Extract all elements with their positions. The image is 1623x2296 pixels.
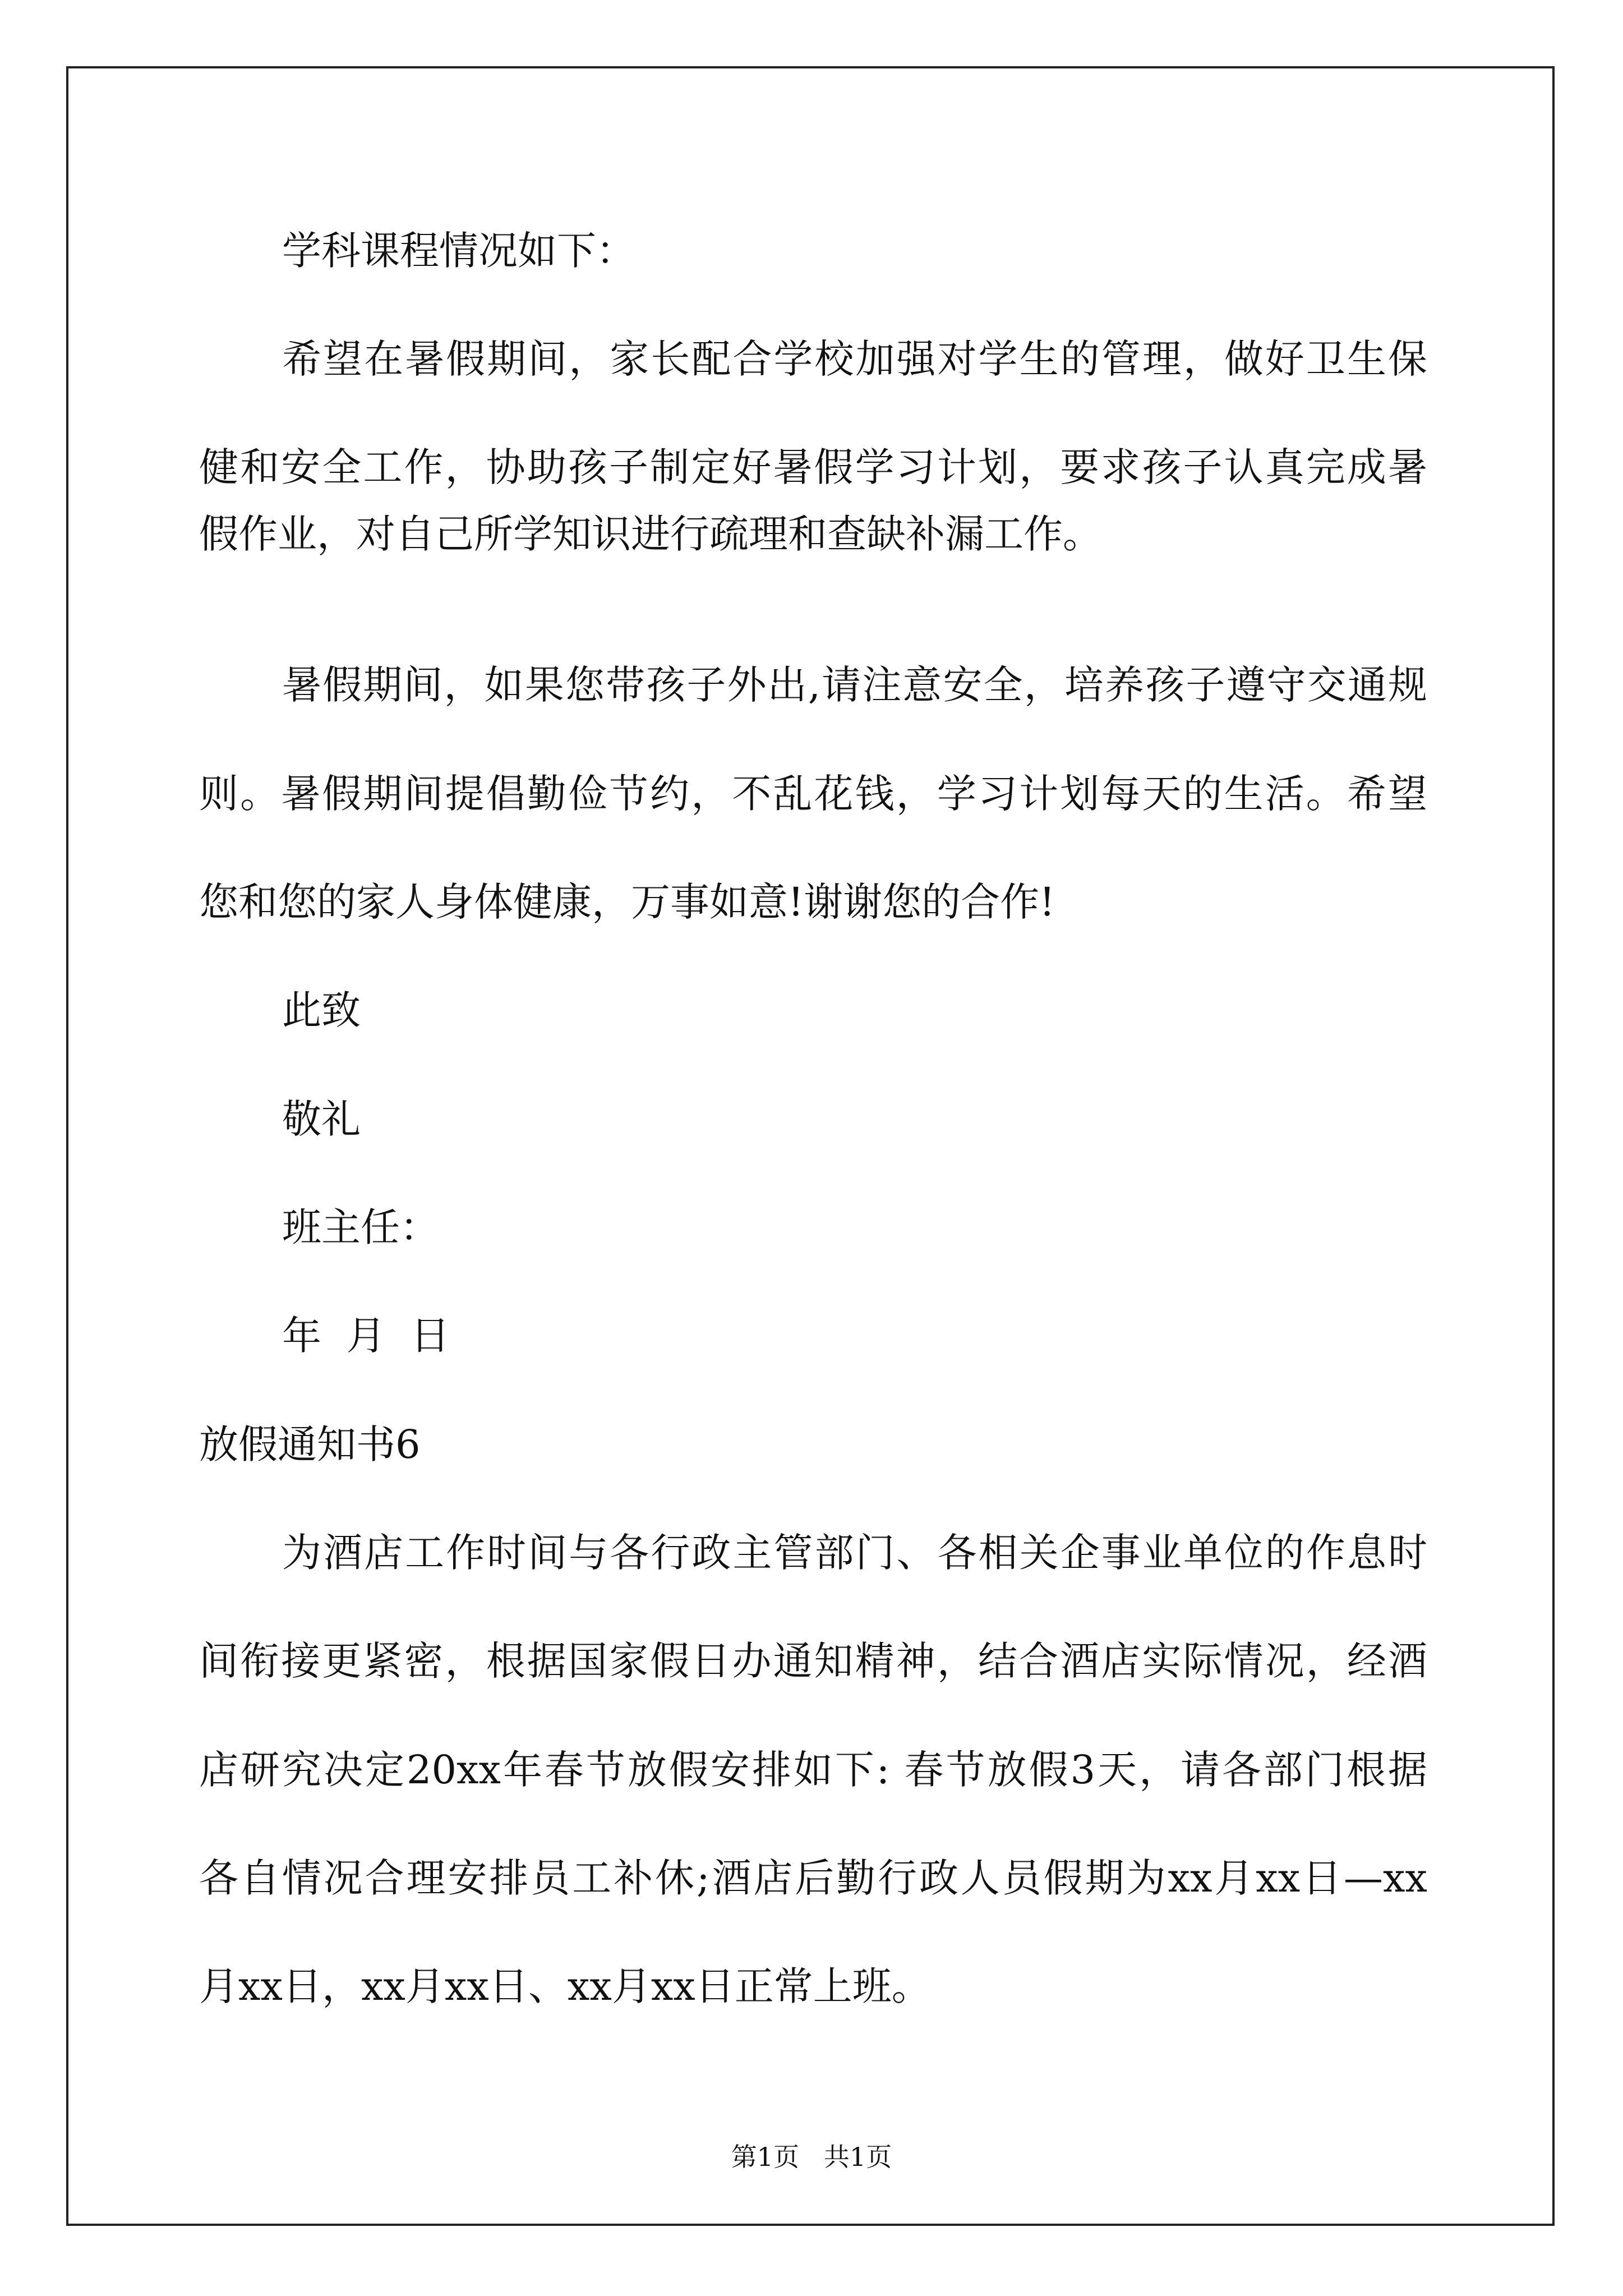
- paragraph-line: 间衔接更紧密，根据国家假日办通知精神，结合酒店实际情况，经酒: [199, 1638, 1427, 1684]
- paragraph-line: 暑假期间，如果您带孩子外出,请注意安全，培养孩子遵守交通规: [282, 662, 1427, 708]
- paragraph-line: 店研究决定20xx年春节放假安排如下: 春节放假3天，请各部门根据: [199, 1747, 1427, 1793]
- paragraph-line: 为酒店工作时间与各行政主管部门、各相关企事业单位的作息时: [282, 1530, 1427, 1576]
- paragraph-line: 各自情况合理安排员工补休;酒店后勤行政人员假期为xx月xx日—xx: [199, 1855, 1427, 1901]
- page-border: [66, 66, 1555, 2226]
- paragraph-line: 健和安全工作，协助孩子制定好暑假学习计划，要求孩子认真完成暑: [199, 444, 1427, 490]
- paragraph-line: 则。暑假期间提倡勤俭节约，不乱花钱，学习计划每天的生活。希望: [199, 771, 1427, 817]
- signature-line: 班主任：: [282, 1204, 439, 1250]
- page-number-footer: 第1页 共1页: [731, 2142, 892, 2172]
- closing-line: 敬礼: [282, 1096, 361, 1142]
- paragraph-line: 假作业，对自己所学知识进行疏理和查缺补漏工作。: [199, 511, 1102, 557]
- closing-line: 此致: [282, 987, 361, 1033]
- paragraph-line: 希望在暑假期间，家长配合学校加强对学生的管理，做好卫生保: [282, 336, 1427, 382]
- paragraph-line: 月xx日，xx月xx日、xx月xx日正常上班。: [199, 1963, 931, 2009]
- paragraph-line: 学科课程情况如下：: [282, 228, 635, 274]
- paragraph-line: 您和您的家人身体健康，万事如意!谢谢您的合作!: [199, 879, 1055, 925]
- date-line: 年 月 日: [282, 1313, 450, 1359]
- section-heading: 放假通知书6: [199, 1421, 421, 1467]
